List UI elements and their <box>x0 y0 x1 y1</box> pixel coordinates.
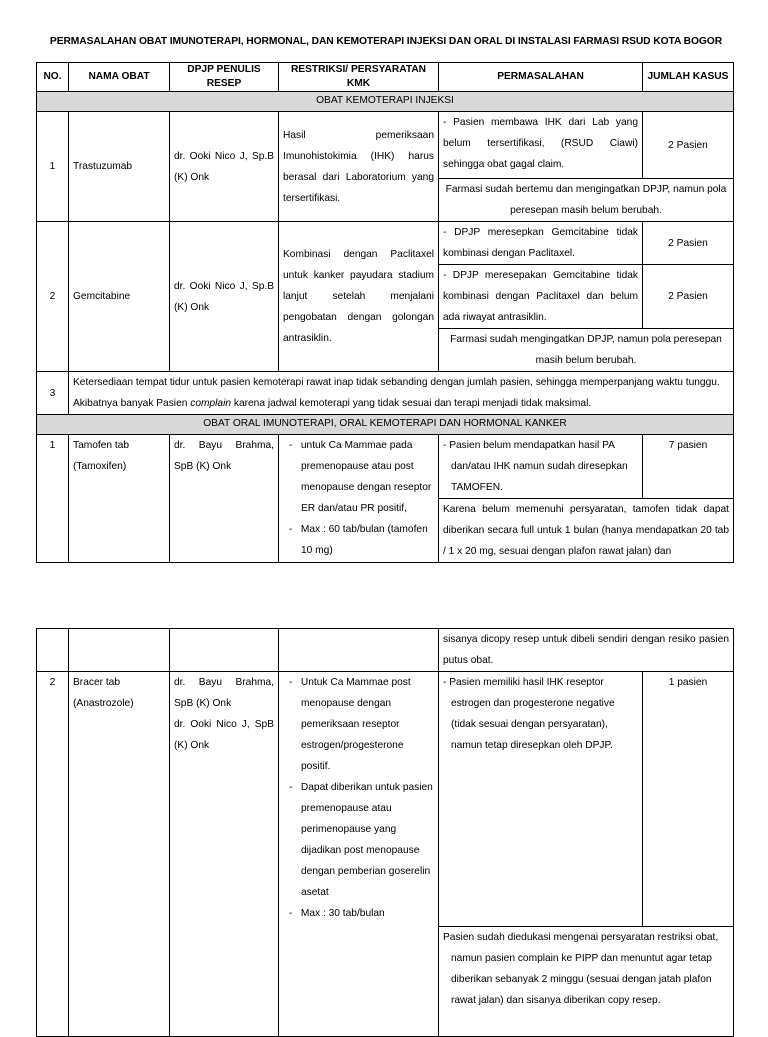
dpjp-name: dr. Ooki Nico J, Sp.B (K) Onk <box>170 222 279 372</box>
row-no: 2 <box>37 672 69 1037</box>
row-no: 2 <box>37 222 69 372</box>
empty-cell <box>279 629 439 672</box>
restriction-item: - Max : 60 tab/bulan (tamofen 10 mg) <box>289 524 428 556</box>
case-count: 2 Pasien <box>643 112 734 179</box>
dpjp-name: dr. Ooki Nico J, Sp.B (K) Onk <box>170 112 279 222</box>
empty-cell <box>37 629 69 672</box>
case-count: 7 pasien <box>643 435 734 499</box>
restriction-list <box>279 435 439 563</box>
table-row <box>37 112 734 179</box>
restriction-item: - untuk Ca Mammae pada premenopause atau post menopause dengan reseptor ER dan/atau PR positif, <box>289 440 432 514</box>
header-dpjp: DPJP PENULIS RESEP <box>170 63 279 92</box>
header-row <box>37 63 734 92</box>
pharmacy-note: Karena belum memenuhi persyaratan, tamofen tidak dapat diberikan secara full untuk 1 bulan (hanya mendapatkan 20 tab / 1 x 20 mg, sesuai dengan plafon rawat jalan) dan <box>439 499 734 563</box>
problem-text: - Pasien membawa IHK dari Lab yang belum tersertifikasi, (RSUD Ciawi) sehingga obat gagal claim. <box>439 112 643 179</box>
drug-name: Tamofen tab (Tamoxifen) <box>69 435 170 563</box>
table-row <box>37 435 734 499</box>
case-count: 1 pasien <box>643 672 734 927</box>
case-count: 2 Pasien <box>643 222 734 265</box>
problem-text: - DPJP meresepakan Gemcitabine tidak kombinasi dengan Paclitaxel dan belum ada riwayat antrasiklin. <box>439 265 643 329</box>
problem-text: - Pasien memiliki hasil IHK reseptor estrogen dan progesterone negative (tidak sesuai dengan persyaratan), namun tetap diresepkan oleh DPJP. <box>439 672 643 927</box>
table-row <box>37 372 734 415</box>
problems-table <box>36 62 734 563</box>
restriction-item: - Max : 30 tab/bulan <box>289 908 385 919</box>
document-title: PERMASALAHAN OBAT IMUNOTERAPI, HORMONAL, DAN KEMOTERAPI INJEKSI DAN ORAL DI INSTALASI FARMASI RSUD KOTA BOGOR <box>49 36 723 47</box>
dpjp-name: dr. Bayu Brahma, SpB (K) Onk <box>174 677 274 709</box>
row-no: 1 <box>37 435 69 563</box>
header-permasalahan: PERMASALAHAN <box>439 63 643 92</box>
dpjp-names <box>170 672 279 1037</box>
problem-text: - Pasien belum mendapatkan hasil PA dan/atau IHK namun sudah diresepkan TAMOFEN. <box>439 435 643 499</box>
empty-cell <box>170 629 279 672</box>
restriction-item: - Untuk Ca Mammae post menopause dengan pemeriksaan reseptor estrogen/progesterone positif. <box>289 677 411 772</box>
section-oral: OBAT ORAL IMUNOTERAPI, ORAL KEMOTERAPI DAN HORMONAL KANKER <box>37 415 734 435</box>
dpjp-name: dr. Ooki Nico J, SpB (K) Onk <box>174 719 274 751</box>
header-jumlah: JUMLAH KASUS <box>643 63 734 92</box>
empty-cell <box>69 629 170 672</box>
case-count: 2 Pasien <box>643 265 734 329</box>
restriction-text: Hasil pemeriksaan Imunohistokimia (IHK) harus berasal dari Laboratorium yang tersertifikasi. <box>279 112 439 222</box>
table-row <box>37 672 734 927</box>
drug-name: Bracer tab (Anastrozole) <box>69 672 170 1037</box>
problems-table-continued <box>36 628 734 1037</box>
pharmacy-note: Pasien sudah diedukasi mengenai persyaratan restriksi obat, namun pasien complain ke PIPP dan menuntut agar tetap diberikan sebanyak 2 minggu (sesuai dengan jatah plafon rawat jalan) dan sisanya diberikan copy resep. <box>439 927 734 1037</box>
drug-name: Gemcitabine <box>69 222 170 372</box>
header-restriksi: RESTRIKSI/ PERSYARATAN KMK <box>279 63 439 92</box>
restriction-text: Kombinasi dengan Paclitaxel untuk kanker payudara stadium lanjut setelah menjalani pengobatan dengan golongan antrasiklin. <box>279 222 439 372</box>
pharmacy-note-continued: sisanya dicopy resep untuk dibeli sendiri dengan resiko pasien putus obat. <box>439 629 734 672</box>
section-row <box>37 92 734 112</box>
section-injeksi: OBAT KEMOTERAPI INJEKSI <box>37 92 734 112</box>
bed-availability-text: Ketersediaan tempat tidur untuk pasien kemoterapi rawat inap tidak sebanding dengan jumlah pasien, sehingga memperpanjang waktu tunggu. Akibatnya banyak Pasien complain karena jadwal kemoterapi yang tidak sesuai dan terapi menjadi tidak maksimal. <box>69 372 734 415</box>
pharmacy-note: Farmasi sudah bertemu dan mengingatkan DPJP, namun pola peresepan masih belum berubah. <box>439 179 734 222</box>
complain-emphasis: complain <box>190 398 232 409</box>
table-row <box>37 222 734 265</box>
section-row <box>37 415 734 435</box>
header-nama-obat: NAMA OBAT <box>69 63 170 92</box>
problem-text: - DPJP meresepkan Gemcitabine tidak kombinasi dengan Paclitaxel. <box>439 222 643 265</box>
pharmacy-note: Farmasi sudah mengingatkan DPJP, namun pola peresepan masih belum berubah. <box>439 329 734 372</box>
restriction-item: - Dapat diberikan untuk pasien premenopause atau perimenopause yang dijadikan post menopause dengan pemberian goserelin asetat <box>289 782 433 898</box>
drug-name: Trastuzumab <box>69 112 170 222</box>
dpjp-name: dr. Bayu Brahma, SpB (K) Onk <box>170 435 279 563</box>
row-no: 1 <box>37 112 69 222</box>
row-no: 3 <box>37 372 69 415</box>
header-no: NO. <box>37 63 69 92</box>
table-row <box>37 629 734 672</box>
restriction-list <box>279 672 439 1037</box>
